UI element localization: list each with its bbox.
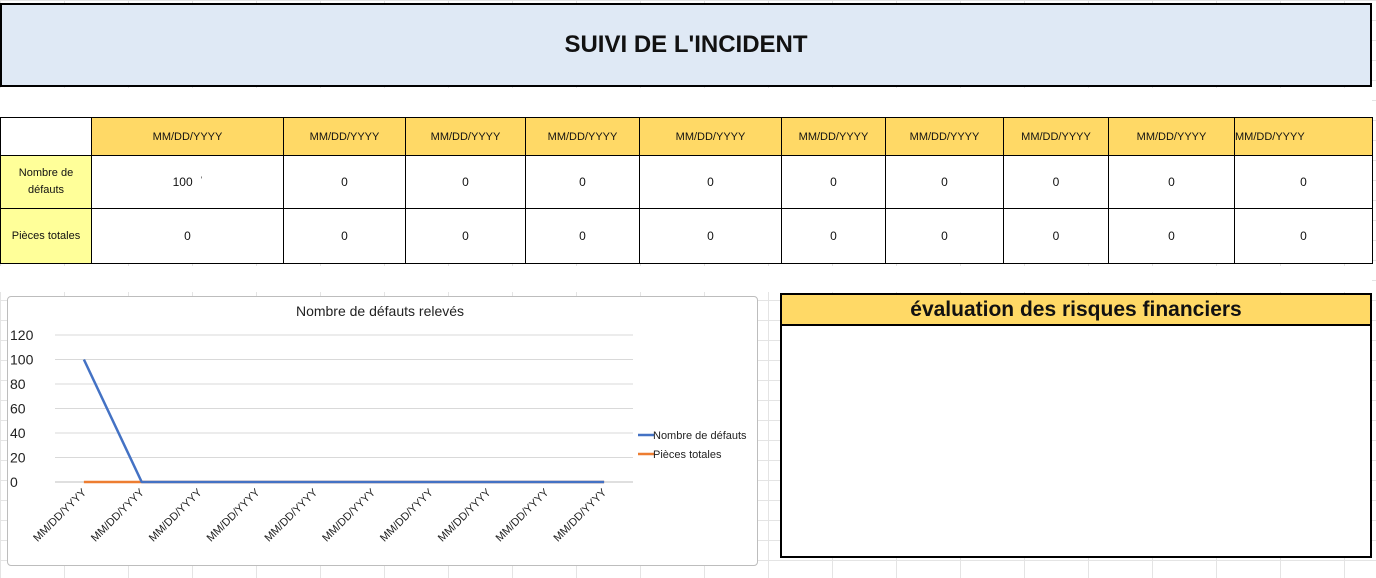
blank-row [0, 88, 1372, 118]
date-header-cell[interactable]: MM/DD/YYYY [1235, 118, 1373, 156]
value-cell[interactable]: 0 [92, 209, 284, 264]
value-cell[interactable]: 0 [284, 156, 406, 209]
value-cell[interactable]: 0 [1004, 209, 1109, 264]
value-cell[interactable]: 0 [526, 209, 640, 264]
chart-svg [8, 297, 757, 565]
x-tick-label: MM/DD/YYYY [146, 486, 205, 545]
x-tick-label: MM/DD/YYYY [551, 486, 610, 545]
y-tick-label: 120 [10, 327, 34, 343]
row-label-pieces[interactable]: Pièces totales [1, 209, 92, 264]
chart-y-ticks [10, 327, 34, 490]
corner-cell[interactable] [1, 118, 92, 156]
value-cell[interactable]: 0 [1235, 209, 1373, 264]
date-header-cell[interactable]: MM/DD/YYYY [92, 118, 284, 156]
value-cell[interactable]: 0 [886, 209, 1004, 264]
financial-risk-panel[interactable] [780, 293, 1372, 558]
y-tick-label: 80 [10, 376, 26, 392]
x-tick-label: MM/DD/YYYY [378, 486, 436, 545]
date-header-cell[interactable]: MM/DD/YYYY [1004, 118, 1109, 156]
date-header-cell[interactable]: MM/DD/YYYY [284, 118, 406, 156]
value-cell[interactable]: 0 [782, 156, 886, 209]
date-header-cell[interactable]: MM/DD/YYYY [782, 118, 886, 156]
value-cell[interactable]: 0 [1004, 156, 1109, 209]
y-tick-label: 20 [10, 449, 26, 466]
page-title-text: SUIVI DE L'INCIDENT [564, 31, 808, 58]
value-cell[interactable]: 0 [782, 209, 886, 264]
defects-chart[interactable] [7, 296, 758, 566]
legend-label: Pièces totales [653, 449, 722, 461]
value-cell[interactable]: 0 [284, 209, 406, 264]
value-cell[interactable]: 0 [640, 156, 782, 209]
date-header-cell[interactable]: MM/DD/YYYY [406, 118, 526, 156]
x-tick-label: MM/DD/YYYY [89, 486, 147, 545]
incident-table [0, 117, 1373, 264]
value-cell[interactable] [92, 156, 284, 209]
date-header-cell[interactable]: MM/DD/YYYY [526, 118, 640, 156]
value-cell[interactable]: 0 [640, 209, 782, 264]
value-cell[interactable]: 0 [406, 156, 526, 209]
chart-gridlines [55, 335, 633, 482]
value-cell[interactable]: 0 [1109, 156, 1235, 209]
blank-row-2 [0, 266, 1372, 292]
chart-x-ticks [31, 486, 609, 544]
chart-title: Nombre de défauts relevés [295, 303, 465, 319]
value-cell[interactable]: 0 [1235, 156, 1373, 209]
y-tick-label: 0 [10, 474, 18, 490]
y-tick-label: 40 [10, 425, 26, 441]
value-cell[interactable]: 0 [406, 209, 526, 264]
stray-mark: ' [200, 175, 203, 185]
x-tick-label: MM/DD/YYYY [493, 486, 552, 545]
chart-series [84, 360, 604, 483]
row-label-defauts[interactable]: Nombre de défauts [1, 156, 92, 209]
y-tick-label: 100 [10, 351, 34, 368]
date-header-cell[interactable]: MM/DD/YYYY [640, 118, 782, 156]
x-tick-label: MM/DD/YYYY [204, 486, 263, 545]
value-cell[interactable]: 0 [526, 156, 640, 209]
x-tick-label: MM/DD/YYYY [320, 486, 379, 545]
x-tick-label: MM/DD/YYYY [31, 486, 90, 545]
value-text: 100 [172, 175, 193, 189]
x-tick-label: MM/DD/YYYY [435, 486, 494, 545]
date-header-cell[interactable]: MM/DD/YYYY [1109, 118, 1235, 156]
series-line [84, 360, 604, 483]
chart-legend [638, 430, 747, 461]
date-header-cell[interactable]: MM/DD/YYYY [886, 118, 1004, 156]
x-tick-label: MM/DD/YYYY [262, 486, 321, 545]
value-cell[interactable]: 0 [886, 156, 1004, 209]
page-title [0, 3, 1372, 87]
legend-label: Nombre de défauts [653, 430, 747, 442]
risk-panel-title: évaluation des risques financiers [782, 295, 1370, 326]
y-tick-label: 60 [10, 400, 26, 417]
value-cell[interactable]: 0 [1109, 209, 1235, 264]
